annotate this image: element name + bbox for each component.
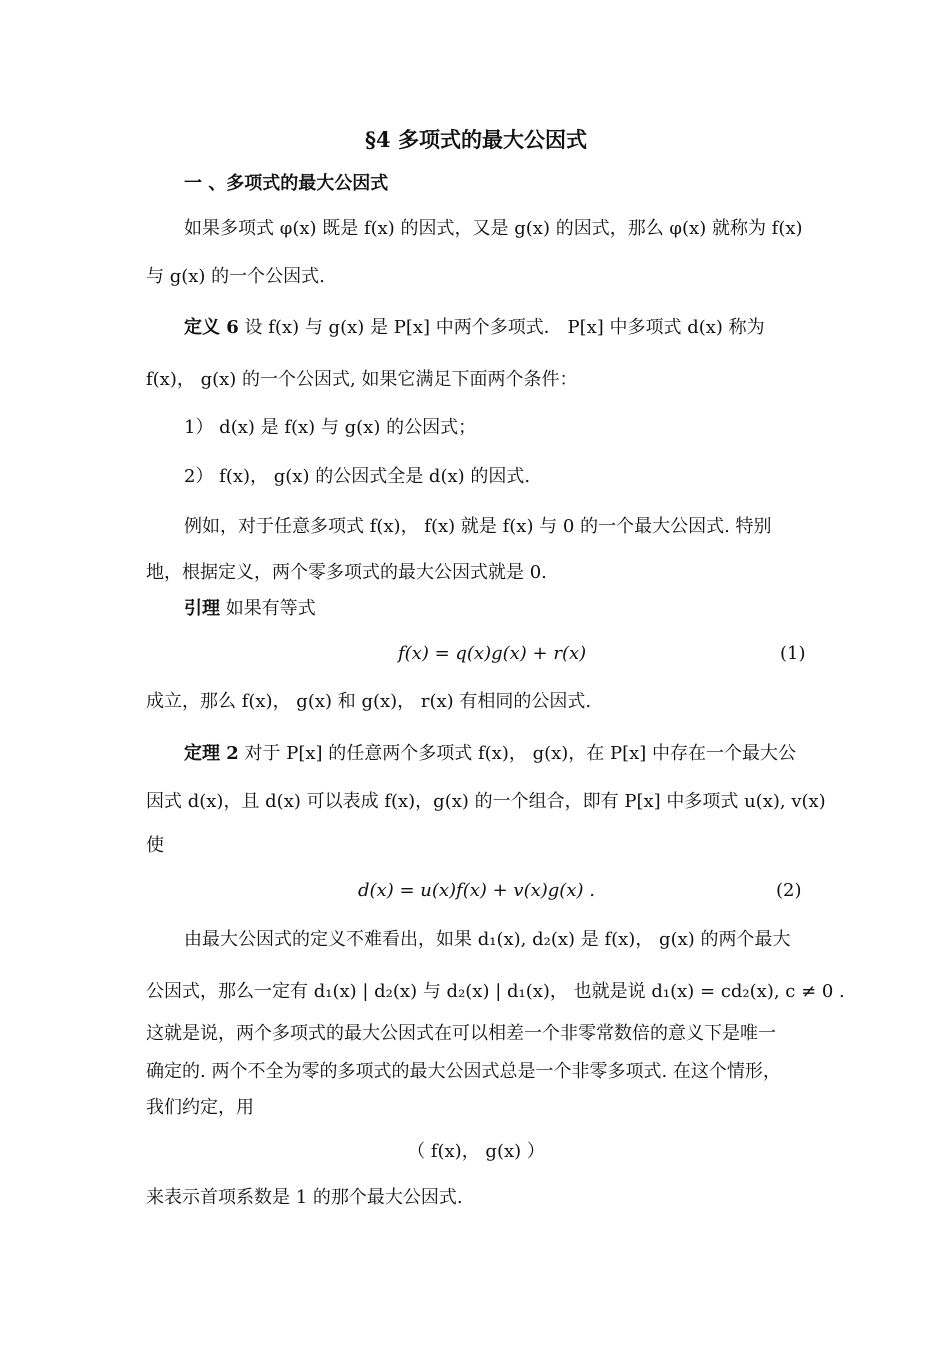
equation-number-2: (2) [776, 880, 802, 901]
condition-item: 1） d(x) 是 f(x) 与 g(x) 的公因式； [184, 417, 477, 438]
paragraph-line: 由最大公因式的定义不难看出，如果 d₁(x), d₂(x) 是 f(x)， g(x) 的两个最大 [184, 929, 791, 950]
gcd-notation: （ f(x)， g(x) ） [407, 1141, 545, 1162]
page-title: §4 多项式的最大公因式 [365, 127, 587, 152]
section-heading: 一 、多项式的最大公因式 [184, 173, 389, 194]
lemma-label: 引理 [184, 598, 220, 619]
paragraph-line: 来表示首项系数是 1 的那个最大公因式. [146, 1187, 463, 1208]
paragraph-line: 使 [146, 835, 164, 856]
paragraph-line: 如果多项式 φ(x) 既是 f(x) 的因式，又是 g(x) 的因式，那么 φ(x) 就称为 f(x) [184, 218, 803, 239]
paragraph-line: 因式 d(x)，且 d(x) 可以表成 f(x)，g(x) 的一个组合，即有 P[x] 中多项式 u(x), v(x) [146, 791, 826, 812]
theorem-label: 定理 2 [184, 743, 239, 764]
lemma-line [184, 597, 952, 621]
condition-item: 2） f(x)， g(x) 的公因式全是 d(x) 的因式. [184, 466, 531, 487]
equation-2: d(x) = u(x)f(x) + v(x)g(x) . [358, 880, 595, 901]
paragraph-line: 成立，那么 f(x)， g(x) 和 g(x)， r(x) 有相同的公因式. [146, 691, 592, 712]
theorem-line [184, 742, 952, 766]
paragraph-line: 确定的. 两个不全为零的多项式的最大公因式总是一个非零多项式. 在这个情形， [146, 1061, 781, 1082]
lemma-text: 如果有等式 [225, 598, 316, 619]
equation-number-1: (1) [780, 643, 806, 664]
paragraph-line: 公因式，那么一定有 d₁(x) | d₂(x) 与 d₂(x) | d₁(x)， 也就是说 d₁(x) = cd₂(x), c ≠ 0 . [146, 981, 845, 1002]
paragraph-line: 例如，对于任意多项式 f(x)， f(x) 就是 f(x) 与 0 的一个最大公因式. 特别 [184, 516, 772, 537]
definition-line [184, 316, 952, 340]
definition-text: 设 f(x) 与 g(x) 是 P[x] 中两个多项式． P[x] 中多项式 d(x) 称为 [244, 317, 765, 338]
theorem-text: 对于 P[x] 的任意两个多项式 f(x)， g(x)，在 P[x] 中存在一个最大公 [244, 743, 797, 764]
equation-1: f(x) = q(x)g(x) + r(x) [398, 643, 587, 664]
paragraph-line: 我们约定，用 [146, 1097, 254, 1118]
paragraph-line: 这就是说，两个多项式的最大公因式在可以相差一个非零常数倍的意义下是唯一 [146, 1023, 776, 1044]
paragraph-line: 地，根据定义，两个零多项式的最大公因式就是 0. [146, 562, 547, 583]
definition-label: 定义 6 [184, 317, 239, 338]
paragraph-line: f(x)， g(x) 的一个公因式, 如果它满足下面两个条件： [146, 369, 578, 390]
paragraph-line: 与 g(x) 的一个公因式. [146, 266, 325, 287]
